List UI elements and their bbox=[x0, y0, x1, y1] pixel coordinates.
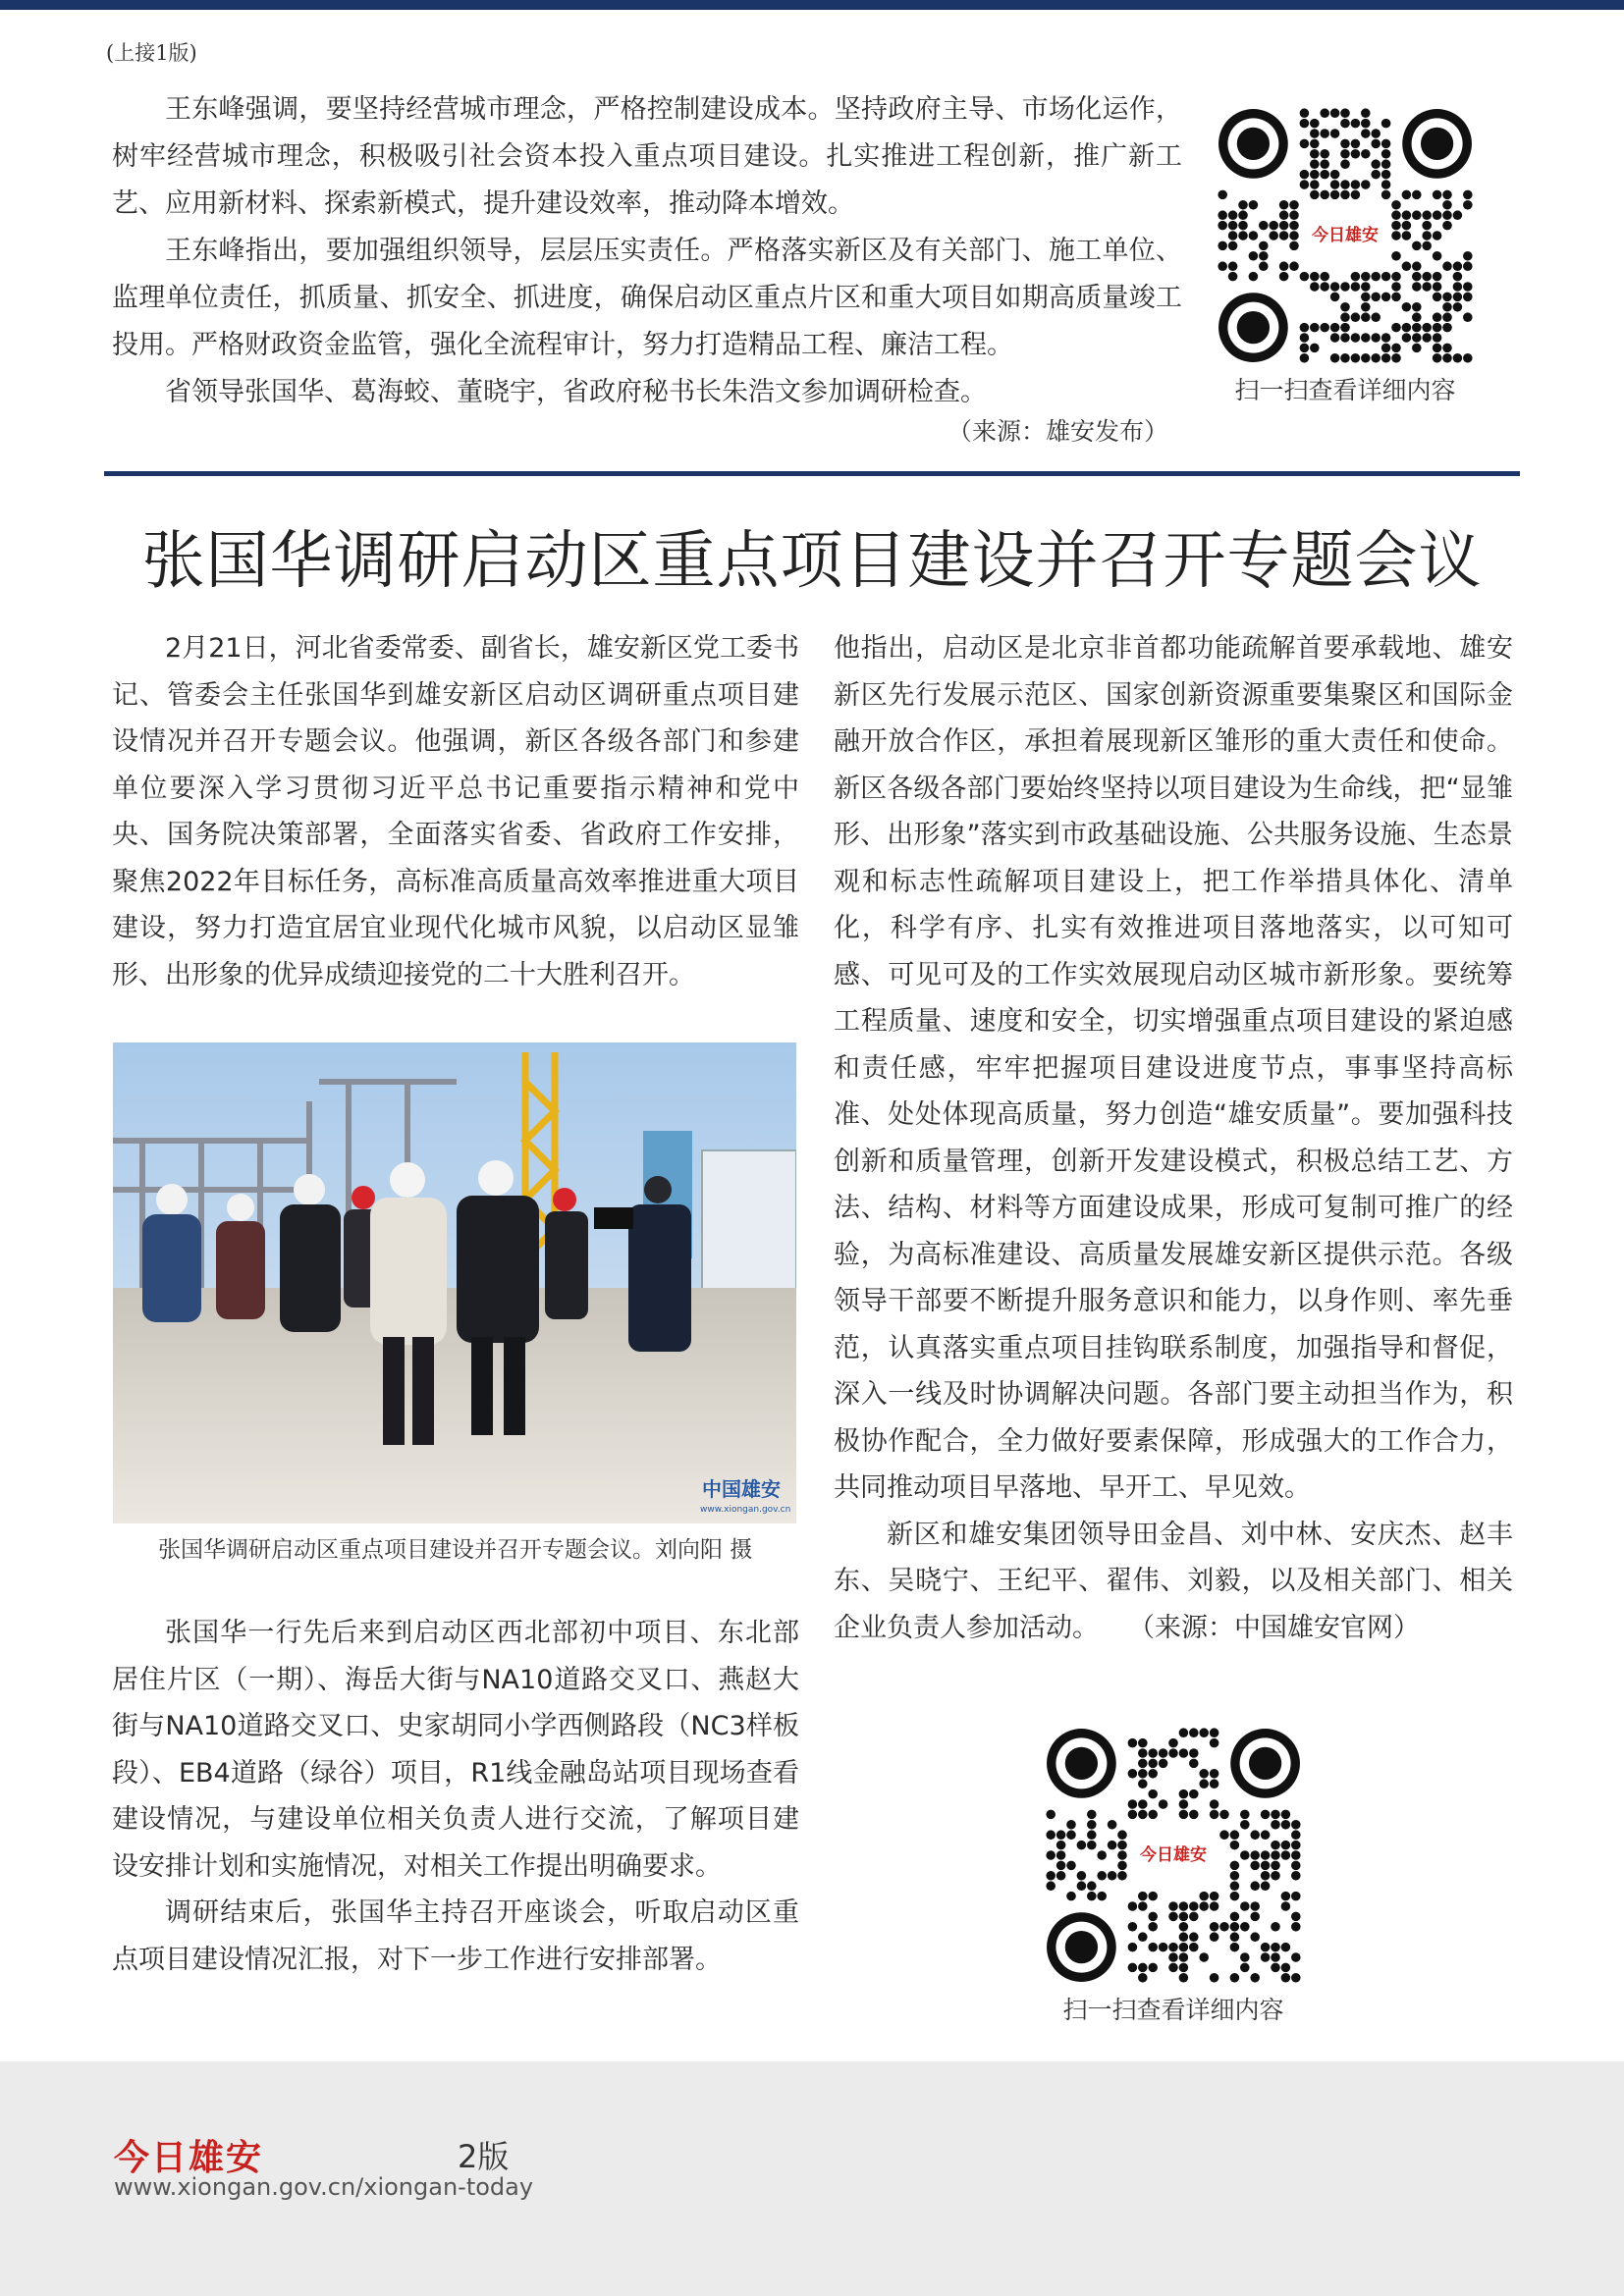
qr-code-icon[interactable] bbox=[1046, 1728, 1301, 1983]
page-number: 2版 bbox=[458, 2138, 510, 2175]
continued-note: (上接1版) bbox=[106, 41, 197, 65]
qr-caption: 扫一扫查看详细内容 bbox=[1062, 1996, 1284, 2024]
top-article-paragraph: 省领导张国华、葛海蛟、董晓宇，省政府秘书长朱浩文参加调研检查。 bbox=[165, 377, 987, 407]
top-article bbox=[112, 86, 1182, 416]
photo-watermark-url: www.xiongan.gov.cn bbox=[700, 1505, 791, 1515]
footer-logo: 今日雄安 bbox=[114, 2137, 264, 2178]
article-paragraph: 张国华一行先后来到启动区西北部初中项目、东北部居住片区（一期）、海岳大街与NA10道路交叉口、燕赵大街与NA10道路交叉口、史家胡同小学西侧路段（NC3样板段）、EB4道路（绿谷）项目，R1线金融岛站项目现场查看建设情况，与建设单位相关负责人进行交流，了解项目建设安排计划和实施情况，对相关工作提出明确要求。 bbox=[112, 1618, 799, 1882]
news-photo bbox=[113, 1042, 796, 1523]
qr-caption: 扫一扫查看详细内容 bbox=[1234, 376, 1456, 404]
article-paragraph: 2月21日，河北省委常委、副省长，雄安新区党工委书记、管委会主任张国华到雄安新区启动区调研重点项目建设情况并召开专题会议。他强调，新区各级各部门和参建单位要深入学习贯彻习近平总书记重要指示精神和党中央、国务院决策部署，全面落实省委、省政府工作安排，聚焦2022年目标任务，高标准高质量高效率推进重大项目建设，努力打造宜居宜业现代化城市风貌，以启动区显雏形、出形象的优异成绩迎接党的二十大胜利召开。 bbox=[112, 633, 799, 990]
top-article-paragraph: 王东峰强调，要坚持经营城市理念，严格控制建设成本。坚持政府主导、市场化运作，树牢经营城市理念，积极吸引社会资本投入重点项目建设。扎实推进工程创新，推广新工艺、应用新材料、探索新模式，提升建设效率，推动降本增效。 bbox=[112, 94, 1182, 219]
qr-block-bottom[interactable] bbox=[1046, 1728, 1301, 2026]
article-left-column bbox=[112, 625, 799, 998]
section-divider bbox=[104, 471, 1520, 476]
top-article-source: （来源：雄安发布） bbox=[947, 417, 1168, 446]
photo-caption: 张国华调研启动区重点项目建设并召开专题会议。刘向阳 摄 bbox=[158, 1537, 753, 1563]
footer-url[interactable]: www.xiongan.gov.cn/xiongan-today bbox=[114, 2173, 534, 2201]
article-paragraph bbox=[834, 1512, 1513, 1652]
article-headline: 张国华调研启动区重点项目建设并召开专题会议 bbox=[141, 525, 1483, 598]
article-left-column-lower bbox=[112, 1610, 799, 1983]
photo-watermark: 中国雄安 bbox=[702, 1477, 781, 1501]
top-accent-bar bbox=[0, 0, 1624, 10]
article-right-column bbox=[834, 625, 1513, 1651]
top-article-paragraph: 王东峰指出，要加强组织领导，层层压实责任。严格落实新区及有关部门、施工单位、监理单位责任，抓质量、抓安全、抓进度，确保启动区重点片区和重大项目如期高质量竣工投用。严格财政资金监管，强化全流程审计，努力打造精品工程、廉洁工程。 bbox=[112, 236, 1182, 360]
qr-block-top[interactable] bbox=[1218, 108, 1473, 406]
construction-site-photo-illustration bbox=[113, 1042, 796, 1523]
qr-logo-text: 今日雄安 bbox=[1312, 226, 1379, 246]
qr-logo-text: 今日雄安 bbox=[1140, 1845, 1207, 1866]
article-paragraph-continued: 他指出，启动区是北京非首都功能疏解首要承载地、雄安新区先行发展示范区、国家创新资源重要集聚区和国际金融开放合作区，承担着展现新区雏形的重大责任和使命。新区各级各部门要始终坚持以项目建设为生命线，把“显雏形、出形象”落实到市政基础设施、公共服务设施、生态景观和标志性疏解项目建设上，把工作举措具体化、清单化，科学有序、扎实有效推进项目落地落实，以可知可感、可见可及的工作实效展现启动区城市新形象。要统筹工程质量、速度和安全，切实增强重点项目建设的紧迫感和责任感，牢牢把握项目建设进度节点，事事坚持高标准、处处体现高质量，努力创造“雄安质量”。要加强科技创新和质量管理，创新开发建设模式，积极总结工艺、方法、结构、材料等方面建设成果，形成可复制可推广的经验，为高标准建设、高质量发展雄安新区提供示范。各级领导干部要不断提升服务意识和能力，以身作则、率先垂范，认真落实重点项目挂钩联系制度，加强指导和督促，深入一线及时协调解决问题。各部门要主动担当作为，积极协作配合，全力做好要素保障，形成强大的工作合力，共同推动项目早落地、早开工、早见效。 bbox=[834, 633, 1513, 1503]
qr-code-icon[interactable] bbox=[1218, 108, 1473, 363]
participants-text: 新区和雄安集团领导田金昌、刘中林、安庆杰、赵丰东、吴晓宁、王纪平、翟伟、刘毅，以及相关部门、相关企业负责人参加活动。 bbox=[834, 1519, 1513, 1643]
article-paragraph: 调研结束后，张国华主持召开座谈会，听取启动区重点项目建设情况汇报，对下一步工作进行安排部署。 bbox=[112, 1897, 799, 1975]
article-source: （来源：中国雄安官网） bbox=[1128, 1612, 1420, 1643]
